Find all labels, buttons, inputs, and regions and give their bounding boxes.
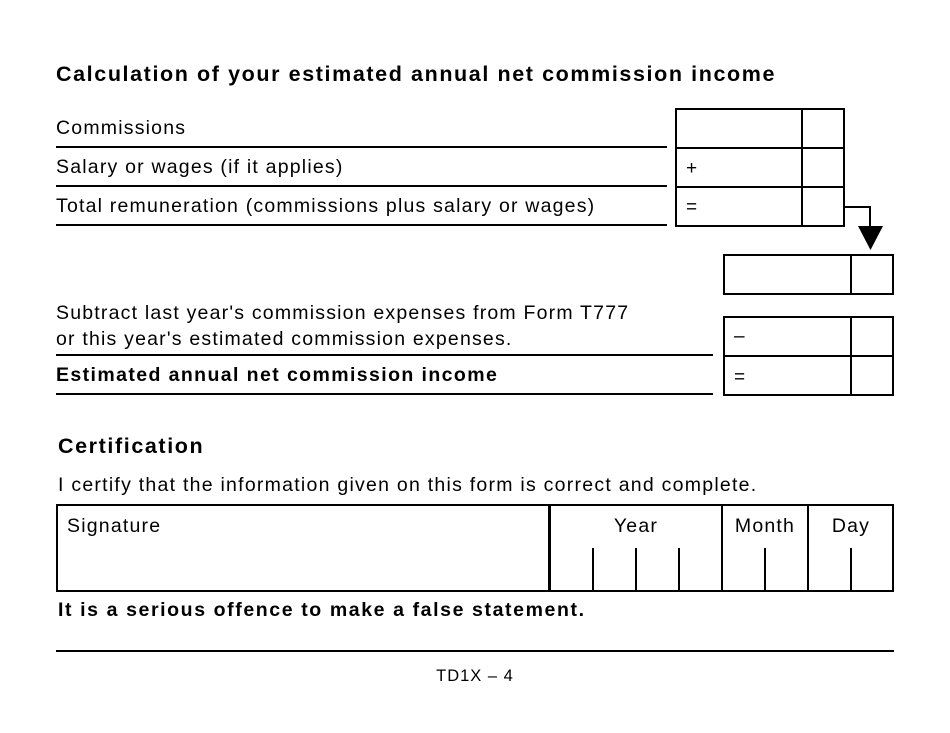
salary-label: Salary or wages (if it applies): [56, 156, 344, 178]
signature-label: Signature: [67, 515, 162, 537]
subtract-expenses-rule: [56, 354, 713, 356]
year-label: Year: [613, 515, 659, 537]
commissions-rule: [56, 146, 667, 148]
commissions-label: Commissions: [56, 117, 187, 139]
footer-rule: [56, 650, 894, 652]
carried-total-amount-field[interactable]: [723, 254, 894, 295]
plus-operator: +: [686, 158, 698, 179]
total-remuneration-label: Total remuneration (commissions plus salary or wages): [56, 195, 596, 217]
commission-expenses-cents-field[interactable]: [850, 318, 894, 355]
net-commission-income-amount-field[interactable]: [723, 355, 894, 396]
signature-field[interactable]: [58, 506, 549, 590]
net-commission-income-label: Estimated annual net commission income: [56, 364, 499, 386]
certification-statement: I certify that the information given on this form is correct and complete.: [58, 474, 758, 496]
month-label: Month: [734, 515, 796, 537]
page-identifier: TD1X – 4: [436, 667, 514, 685]
month-field[interactable]: [723, 548, 807, 590]
salary-rule: [56, 185, 667, 187]
net-commission-income-cents-field[interactable]: [850, 357, 894, 394]
calculation-title: Calculation of your estimated annual net commission income: [56, 62, 777, 86]
subtract-expenses-line1: Subtract last year's commission expenses from Form T777: [56, 302, 630, 324]
salary-cents-field[interactable]: [801, 149, 845, 186]
salary-amount-field[interactable]: [675, 147, 845, 188]
certification-title: Certification: [58, 434, 205, 458]
total-remuneration-amount-field[interactable]: [675, 186, 845, 227]
false-statement-warning: It is a serious offence to make a false statement.: [58, 599, 586, 621]
carry-arrow-icon: [843, 200, 893, 252]
signature-date-block: [56, 504, 894, 592]
total-remuneration-rule: [56, 224, 667, 226]
carried-total-cents-field[interactable]: [850, 256, 894, 293]
net-equals-operator: =: [734, 367, 746, 388]
total-remuneration-cents-field[interactable]: [801, 188, 845, 225]
net-commission-income-rule: [56, 393, 713, 395]
year-field[interactable]: [551, 548, 721, 590]
commissions-amount-field[interactable]: [675, 108, 845, 149]
commissions-cents-field[interactable]: [801, 110, 845, 147]
subtract-expenses-line2: or this year's estimated commission expenses.: [56, 328, 513, 350]
day-field[interactable]: [809, 548, 892, 590]
equals-operator: =: [686, 197, 698, 218]
day-label: Day: [831, 515, 871, 537]
minus-operator: –: [734, 326, 745, 347]
commission-expenses-amount-field[interactable]: [723, 316, 894, 357]
